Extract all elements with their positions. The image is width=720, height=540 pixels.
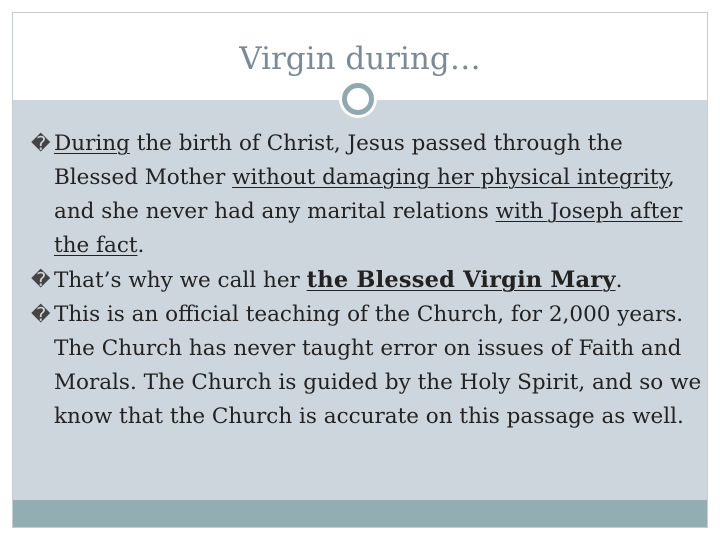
circle-ornament-icon bbox=[342, 83, 374, 115]
bullet-item bbox=[31, 263, 705, 298]
emphasized-text: the Blessed Virgin Mary bbox=[306, 267, 616, 293]
bullet-text: . bbox=[137, 233, 145, 258]
underlined-text: without damaging her physical integrity bbox=[232, 165, 668, 190]
slide-title: Virgin during… bbox=[239, 41, 481, 77]
bullet-item bbox=[31, 298, 705, 434]
bullet-text: This is an official teaching of the Church, for 2,000 years. The Church has never taught error on issues of Faith and Morals. The Church is guided by the Holy Spirit, and so we know that the Church is accurate on this passage as well. bbox=[54, 302, 702, 429]
bullet-item bbox=[31, 127, 705, 263]
underlined-text: During bbox=[54, 131, 130, 156]
bullet-list bbox=[31, 127, 705, 434]
bullet-text: the birth of Christ, Jesus passed through the Blessed Mother bbox=[54, 131, 623, 190]
bullet-text: That’s why we call her bbox=[54, 268, 307, 293]
underlined-text: with Joseph after the fact bbox=[54, 199, 683, 258]
bullet-text: . bbox=[615, 268, 623, 293]
slide-frame bbox=[12, 12, 708, 528]
bullet-marker-icon: � bbox=[31, 133, 51, 155]
bullet-marker-icon: � bbox=[31, 269, 51, 291]
footer-band bbox=[13, 500, 707, 527]
bullet-marker-icon: � bbox=[31, 304, 51, 326]
bullet-text: , and she never had any marital relations bbox=[54, 165, 675, 224]
